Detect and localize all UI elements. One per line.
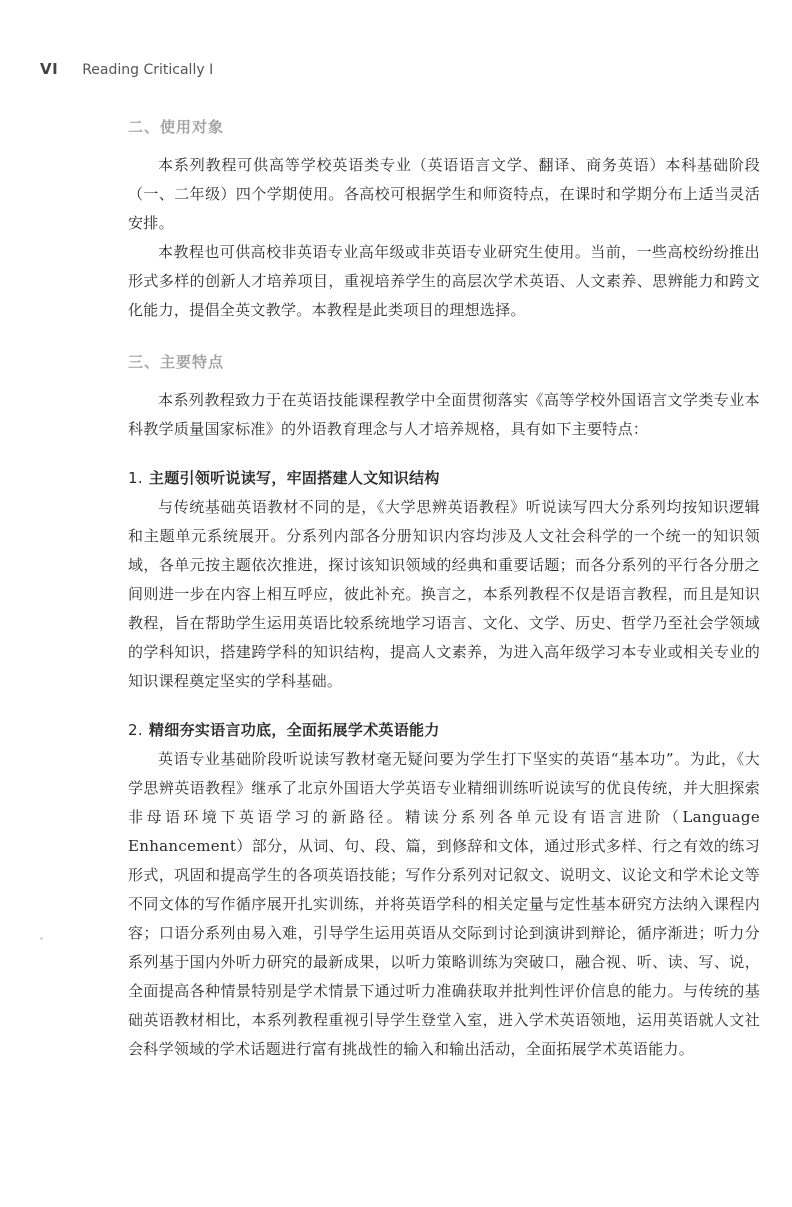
section-title-features: 三、主要特点 <box>128 353 225 371</box>
running-title: Reading Critically I <box>82 62 214 78</box>
page-header <box>40 60 213 78</box>
paragraph: 本系列教程可供高等学校英语类专业（英语语言文学、翻译、商务英语）本科基础阶段（一、二年级）四个学期使用。各高校可根据学生和师资特点，在课时和学期分布上适当灵活安排。 <box>128 156 760 232</box>
section-title-usage: 二、使用对象 <box>128 118 225 136</box>
feature-heading-1 <box>128 464 760 493</box>
feature-number: 2. <box>128 721 143 739</box>
feature-paragraph-2: 英语专业基础阶段听说读写教材毫无疑问要为学生打下坚实的英语“基本功”。为此，《大学思辨英语教程》继承了北京外国语大学英语专业精细训练听说读写的优良传统，并大胆探索非母语环境下英语学习的新路径。精读分系列各单元设有语言进阶（Language Enhancement）部分，从词、句、段、篇，到修辞和文体，通过形式多样、行之有效的练习形式，巩固和提高学生的各项英语技能；写作分系列对记叙文、说明文、议论文和学术论文等不同文体的写作循序展开扎实训练，并将英语学科的相关定量与定性基本研究方法纳入课程内容；口语分系列由易入难，引导学生运用英语从交际到讨论到演讲到辩论，循序渐进；听力分系列基于国内外听力研究的最新成果，以听力策略训练为突破口，融合视、听、读、写、说，全面提高各种情景特别是学术情景下通过听力准确获取并批判性评价信息的能力。与传统的基础英语教材相比，本系列教程重视引导学生登堂入室，进入学术英语领地，运用英语就人文社会科学领域的学术话题进行富有挑战性的输入和输出活动，全面拓展学术英语能力。 <box>128 750 760 1058</box>
feature-paragraph-1: 与传统基础英语教材不同的是，《大学思辨英语教程》听说读写四大分系列均按知识逻辑和主题单元系统展开。分系列内部各分册知识内容均涉及人文社会科学的一个统一的知识领域，各单元按主题依次推进，探讨该知识领域的经典和重要话题；而各分系列的平行各分册之间则进一步在内容上相互呼应，彼此补充。换言之，本系列教程不仅是语言教程，而且是知识教程，旨在帮助学生运用英语比较系统地学习语言、文化、文学、历史、哲学乃至社会学领域的学科知识，搭建跨学科的知识结构，提高人文素养，为进入高年级学习本专业或相关专业的知识课程奠定坚实的学科基础。 <box>128 498 760 690</box>
feature-heading-text: 精细夯实语言功底，全面拓展学术英语能力 <box>148 721 440 739</box>
paragraph: 本教程也可供高校非英语专业高年级或非英语专业研究生使用。当前，一些高校纷纷推出形式多样的创新人才培养项目，重视培养学生的高层次学术英语、人文素养、思辨能力和跨文化能力，提倡全英文教学。本教程是此类项目的理想选择。 <box>128 243 760 319</box>
feature-heading-text: 主题引领听说读写，牢固搭建人文知识结构 <box>148 469 440 487</box>
feature-heading-2 <box>128 716 760 745</box>
paragraph-intro: 本系列教程致力于在英语技能课程教学中全面贯彻落实《高等学校外国语言文学类专业本科教学质量国家标准》的外语教育理念与人才培养规格，具有如下主要特点： <box>128 391 760 438</box>
margin-speck <box>40 937 43 940</box>
feature-number: 1. <box>128 469 143 487</box>
page-content <box>128 116 760 1064</box>
page-number: VI <box>40 60 59 78</box>
